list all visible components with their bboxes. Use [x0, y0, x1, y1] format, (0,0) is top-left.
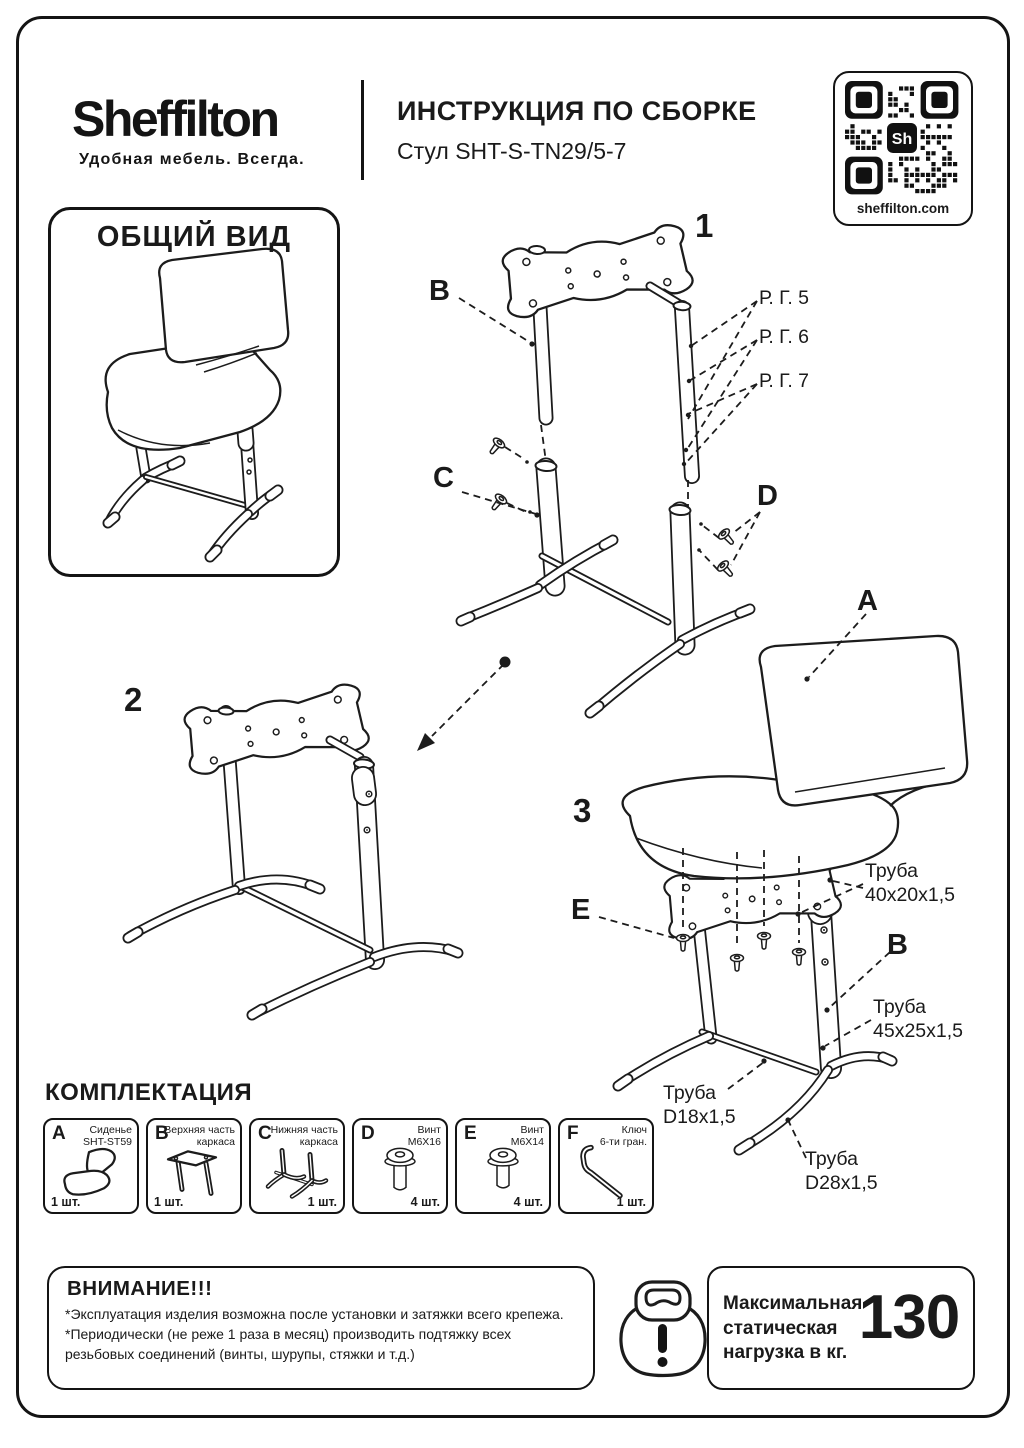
height-group-label-7: Р. Г. 7 — [759, 370, 810, 392]
kit-qty: 1 шт. — [307, 1195, 337, 1209]
qr-badge-text: Sh — [891, 131, 913, 148]
kit-letter: E — [464, 1123, 477, 1144]
callout-letter-a-step3: A — [857, 585, 878, 617]
exclamation-bar — [658, 1324, 667, 1353]
callout-letter-b-step1: B — [429, 275, 450, 307]
general-view-title: ОБЩИЙ ВИД — [96, 221, 292, 253]
height-group-label-6: Р. Г. 6 — [759, 326, 810, 348]
tube-45x25-size: 45x25x1,5 — [873, 1019, 963, 1042]
kettlebell-icon — [621, 1282, 705, 1376]
callout-letter-c-step1: C — [433, 462, 454, 494]
step2-number: 2 — [124, 681, 143, 718]
kit-letter: F — [567, 1123, 579, 1144]
kit-name: Верхняя часть каркаса — [164, 1124, 235, 1149]
tube-40x20-word: Труба — [865, 860, 918, 882]
kit-name: Ключ 6-ти гран. — [599, 1124, 647, 1149]
brand-logo: Sheffilton — [72, 91, 278, 147]
callout-letter-d-step1: D — [757, 480, 778, 512]
kit-name: Сиденье SHT-ST59 — [82, 1124, 132, 1149]
kit-title: КОМПЛЕКТАЦИЯ — [45, 1079, 253, 1106]
qr-caption: sheffilton.com — [856, 201, 950, 216]
kit-name: Винт M6X16 — [407, 1124, 441, 1149]
kit-qty: 1 шт. — [616, 1195, 646, 1209]
kit-qty: 4 шт. — [410, 1195, 440, 1209]
tube-d18-word: Труба — [663, 1082, 716, 1104]
doc-product-name: Стул SHT-S-TN29/5-7 — [397, 138, 627, 164]
kit-letter: B — [155, 1123, 169, 1144]
kit-letter: C — [258, 1123, 272, 1144]
kit-name: Винт M6X14 — [510, 1124, 544, 1149]
height-group-label-5: Р. Г. 5 — [759, 287, 810, 309]
max-load-label: Максимальная статическая нагрузка в кг. — [723, 1293, 863, 1364]
step3-number: 3 — [573, 792, 592, 829]
tube-d18-size: D18x1,5 — [663, 1105, 736, 1128]
brand-tagline: Удобная мебель. Всегда. — [79, 151, 305, 168]
kit-name: Нижняя часть каркаса — [270, 1124, 338, 1149]
kit-qty: 1 шт. — [154, 1195, 184, 1209]
callout-letter-b-step3: B — [887, 929, 908, 961]
warning-line-2: *Периодически (не реже 1 раза в месяц) производить подтяжку всех резьбовых соединений (винты, шурупы, стяжки и т.д.) — [65, 1325, 512, 1362]
warning-title: ВНИМАНИЕ!!! — [67, 1277, 213, 1300]
kit-qty: 4 шт. — [513, 1195, 543, 1209]
tube-45x25-word: Труба — [873, 996, 926, 1018]
warning-line-1: *Эксплуатация изделия возможна после установки и затяжки всего крепежа. — [65, 1306, 564, 1322]
max-load-value: 130 — [858, 1283, 960, 1352]
step1-number: 1 — [695, 207, 714, 244]
exclamation-dot — [658, 1357, 668, 1367]
tube-d28-size: D28x1,5 — [805, 1171, 878, 1194]
tube-40x20-size: 40x20x1,5 — [865, 883, 955, 906]
doc-title: ИНСТРУКЦИЯ ПО СБОРКЕ — [397, 96, 757, 126]
callout-letter-e-step3: E — [571, 894, 591, 926]
kit-letter: D — [361, 1123, 375, 1144]
kit-qty: 1 шт. — [51, 1195, 81, 1209]
kit-letter: A — [52, 1123, 66, 1144]
tube-d28-word: Труба — [805, 1148, 858, 1170]
